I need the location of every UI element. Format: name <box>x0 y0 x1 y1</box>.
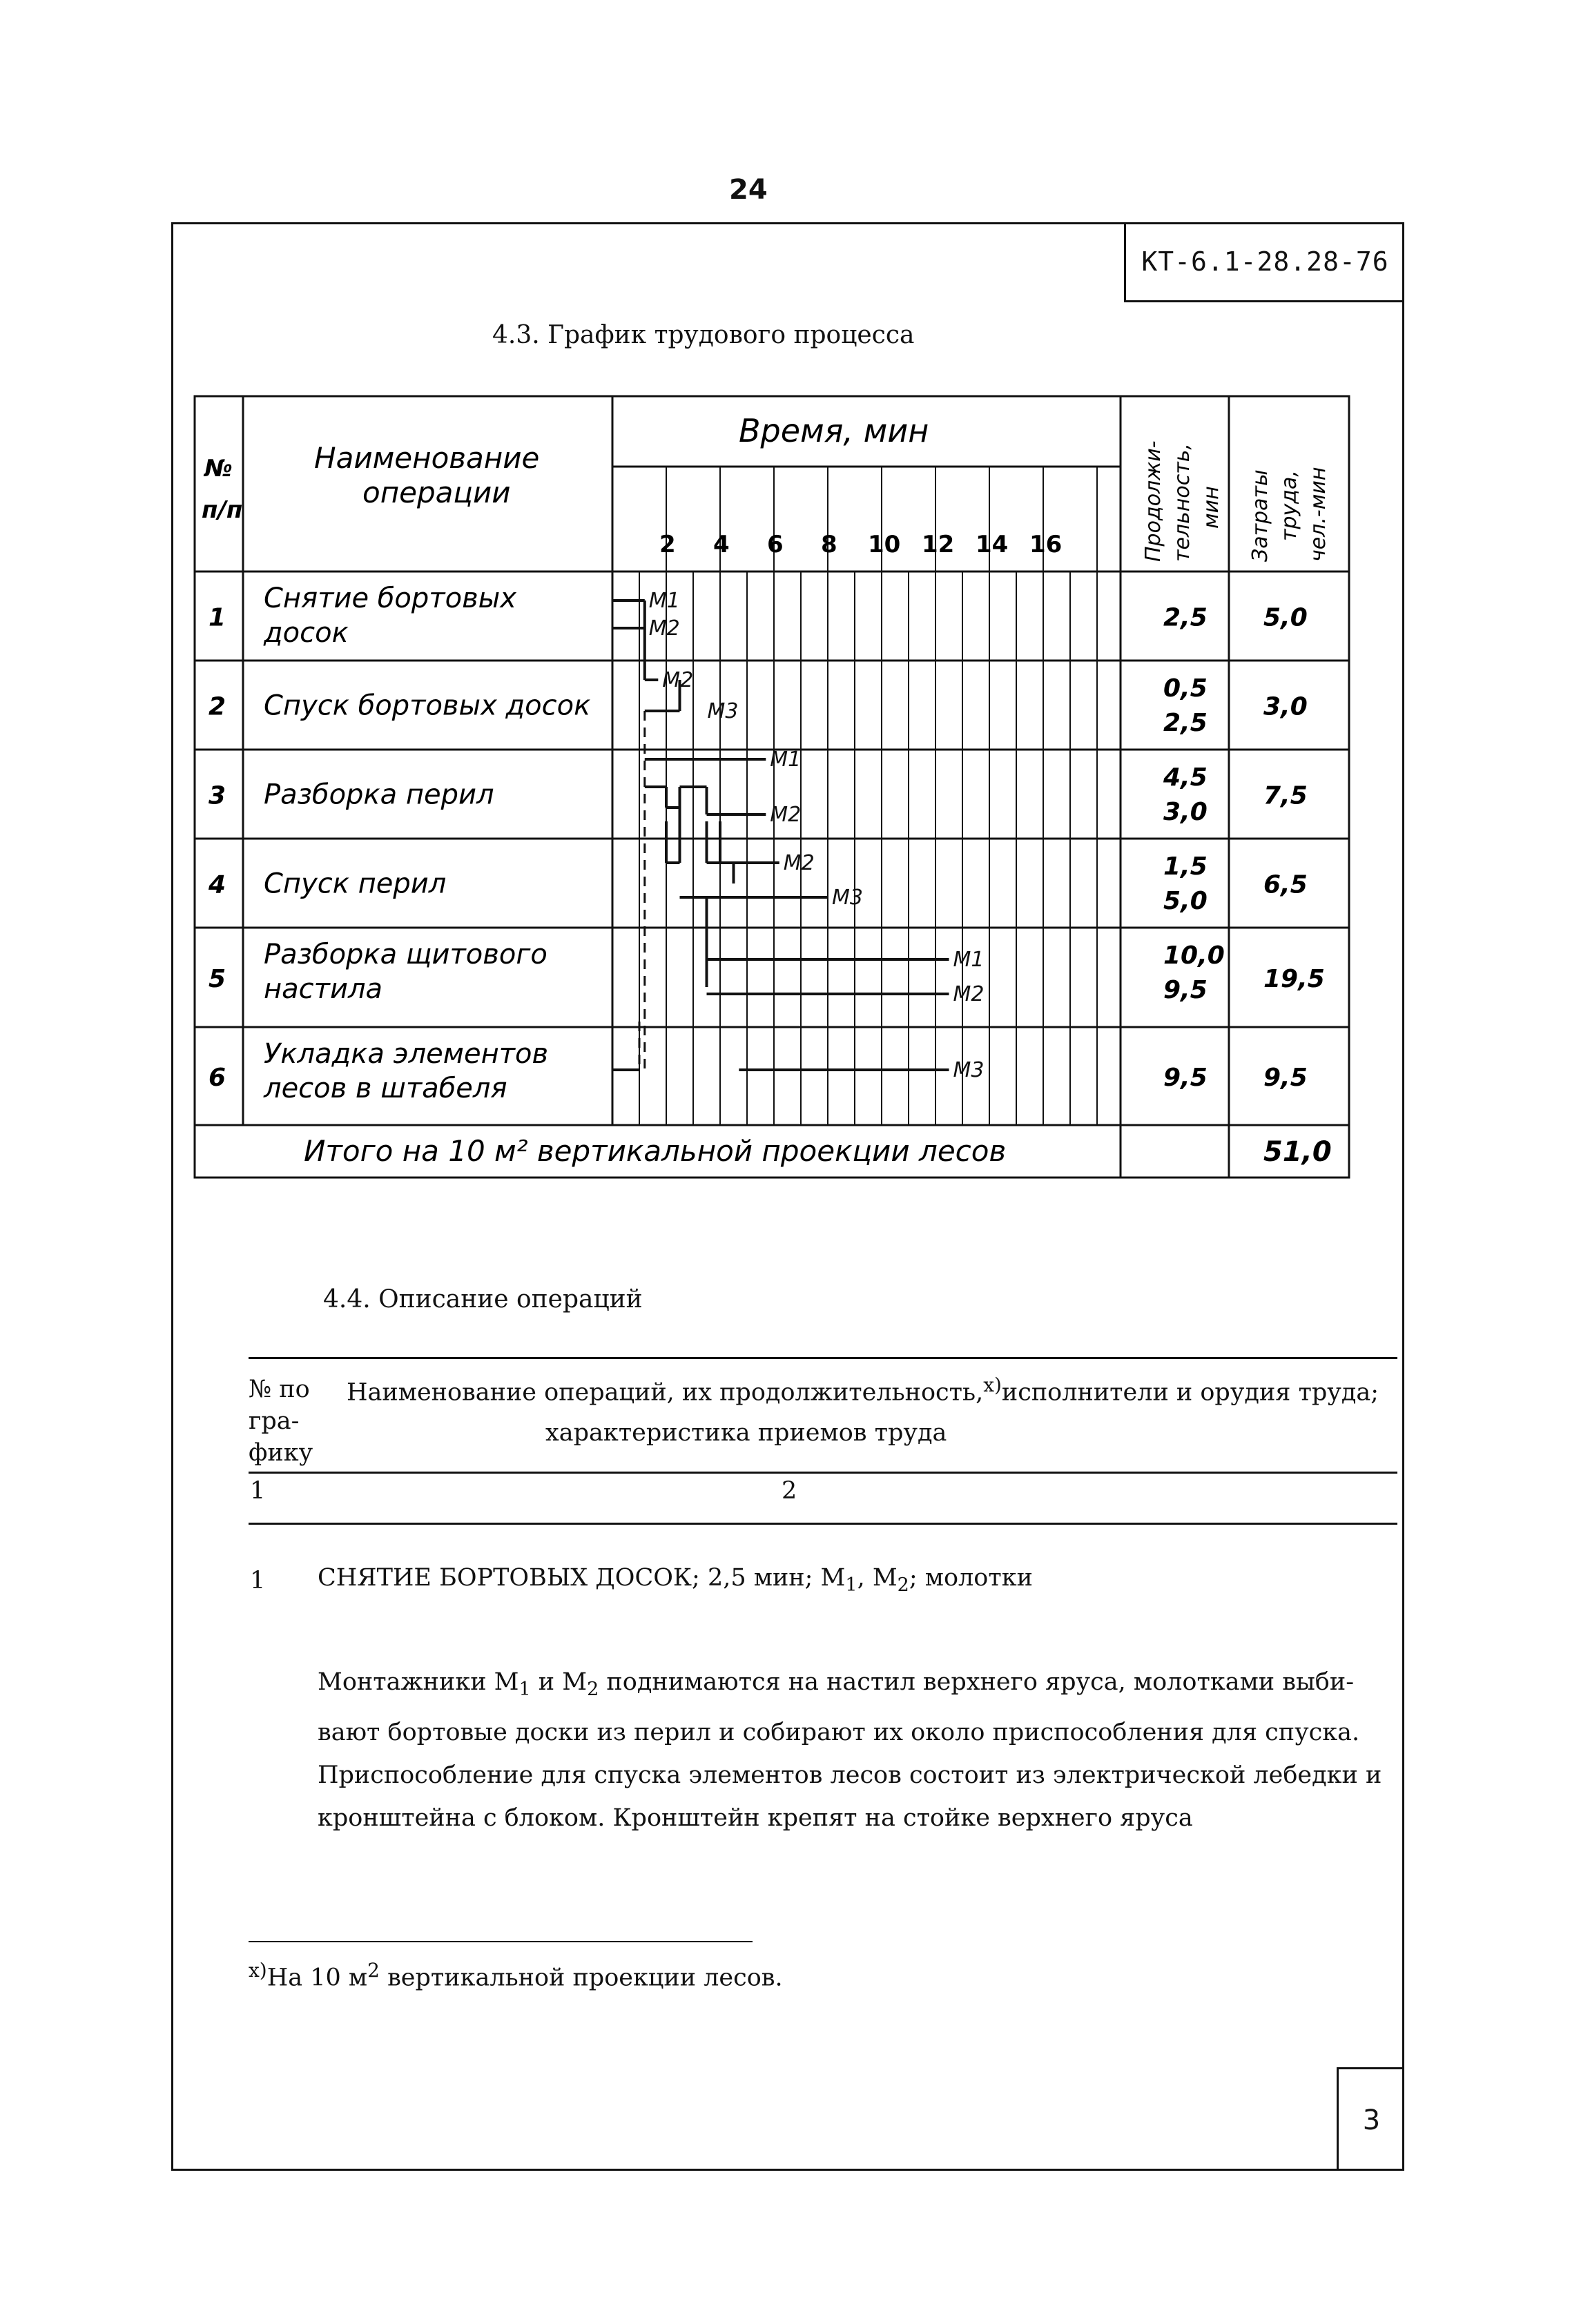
time-tick-label: 4 <box>713 531 730 558</box>
header-labor-2: труда, <box>1277 470 1301 541</box>
op-title: СНЯТИЕ БОРТОВЫХ ДОСОК; 2,5 мин; $М_1$, $М_2$; молотки <box>318 1564 1033 1596</box>
row-duration: 0,5 <box>1163 674 1208 703</box>
time-tick-label: 8 <box>821 531 837 558</box>
time-tick-label: 14 <box>976 531 1009 558</box>
row-number: 2 <box>209 692 226 721</box>
row-number: 3 <box>209 781 226 810</box>
header-name-2: операции <box>362 476 511 509</box>
section-title-operations: 4.4. Описание операций <box>323 1285 643 1314</box>
row-operation-name: Укладка элементов <box>264 1038 549 1070</box>
gantt-worker-label: М2 <box>953 982 985 1006</box>
gantt-worker-label: М3 <box>707 699 739 723</box>
row-labor: 3,0 <box>1263 692 1308 721</box>
ops-col2-header-line1: Наименование операций, их продолжительность,$^{х)}$исполнители и орудия труда; <box>347 1374 1379 1407</box>
section-title-schedule: 4.3. График трудового процесса <box>492 321 915 349</box>
header-labor-3: чел.-мин <box>1306 467 1330 562</box>
ops-col1-index: 1 <box>250 1477 266 1505</box>
gantt-worker-label: М2 <box>662 668 694 692</box>
time-tick-label: 12 <box>922 531 955 558</box>
time-tick-label: 10 <box>868 531 901 558</box>
row-duration: 2,5 <box>1163 603 1208 632</box>
gantt-worker-label: М2 <box>770 803 802 827</box>
gantt-worker-label: М3 <box>953 1058 985 1082</box>
header-name: Наименование <box>314 441 540 475</box>
row-duration: 3,0 <box>1163 798 1208 826</box>
row-operation-name: Спуск бортовых досок <box>264 690 591 722</box>
ops-table-index-rule <box>249 1523 1397 1525</box>
row-labor: 5,0 <box>1263 603 1308 632</box>
gantt-worker-label: М1 <box>770 748 802 772</box>
op-desc-line-2: вают бортовые доски из перил и собирают их около приспособления для спуска. <box>318 1719 1360 1746</box>
row-operation-name: лесов в штабеля <box>264 1073 507 1104</box>
row-labor: 9,5 <box>1263 1064 1308 1092</box>
row-labor: 6,5 <box>1263 870 1308 899</box>
ops-col1-header: № по гра- фику <box>249 1376 313 1467</box>
header-duration: Продолжи- <box>1141 440 1165 562</box>
row-operation-name: Спуск перил <box>264 868 447 900</box>
row-operation-name: Разборка щитового <box>264 939 547 970</box>
ops-col2-index: 2 <box>782 1477 797 1505</box>
row-number: 4 <box>209 870 226 899</box>
time-tick-label: 16 <box>1029 531 1063 558</box>
row-operation-name: Разборка перил <box>264 779 494 811</box>
header-time: Время, мин <box>739 412 929 449</box>
row-duration: 10,0 <box>1163 941 1225 970</box>
header-duration-3: мин <box>1199 486 1223 529</box>
footnote: $^{х)}$На 10 $м^2$ вертикальной проекции лесов. <box>249 1959 783 1992</box>
op-desc-line-3: Приспособление для спуска элементов лесов состоит из электрической лебедки и <box>318 1761 1382 1789</box>
row-duration: 5,0 <box>1163 887 1208 915</box>
schedule-table <box>186 387 1360 1180</box>
header-num-pp: п/п <box>202 496 243 524</box>
total-label: Итого на 10 м² вертикальной проекции лесов <box>304 1134 1007 1168</box>
gantt-worker-label: М2 <box>783 851 815 875</box>
page-number: 24 <box>729 174 768 206</box>
op-desc-line-4: кронштейна с блоком. Кронштейн крепят на стойке верхнего яруса <box>318 1804 1193 1832</box>
row-duration: 1,5 <box>1163 852 1208 881</box>
ops-table-top-rule <box>249 1357 1397 1359</box>
time-tick-label: 6 <box>767 531 784 558</box>
row-number: 6 <box>209 1064 226 1092</box>
doc-code: КТ-6.1-28.28-76 <box>1124 222 1404 302</box>
time-tick-label: 2 <box>659 531 676 558</box>
footnote-rule <box>249 1941 753 1942</box>
row-labor: 7,5 <box>1263 781 1308 810</box>
row-operation-name: настила <box>264 973 383 1005</box>
sheet-number: 3 <box>1337 2067 1404 2171</box>
op-number: 1 <box>250 1567 266 1594</box>
op-desc-line-1: Монтажники $М_1$ и $М_2$ поднимаются на настил верхнего яруса, молотками выби- <box>318 1668 1355 1700</box>
gantt-worker-label: М1 <box>953 948 985 972</box>
row-number: 5 <box>209 965 226 993</box>
row-operation-name: досок <box>264 617 349 649</box>
gantt-worker-label: М3 <box>832 886 863 910</box>
gantt-worker-label: М1 <box>648 589 680 613</box>
row-duration: 2,5 <box>1163 709 1208 737</box>
header-duration-2: тельность, <box>1170 443 1194 562</box>
row-operation-name: Снятие бортовых <box>264 583 516 614</box>
row-duration: 9,5 <box>1163 976 1208 1004</box>
gantt-worker-label: М2 <box>648 616 680 641</box>
row-duration: 4,5 <box>1163 763 1208 792</box>
header-labor: Затраты <box>1248 469 1272 562</box>
total-value: 51,0 <box>1263 1136 1332 1168</box>
op-description <box>318 1661 1395 1839</box>
ops-table-header-rule <box>249 1472 1397 1474</box>
header-num: № <box>204 455 233 482</box>
row-duration: 9,5 <box>1163 1064 1208 1092</box>
row-labor: 19,5 <box>1263 965 1325 993</box>
row-number: 1 <box>209 603 226 632</box>
ops-col2-header-line2: характеристика приемов труда <box>545 1419 947 1447</box>
